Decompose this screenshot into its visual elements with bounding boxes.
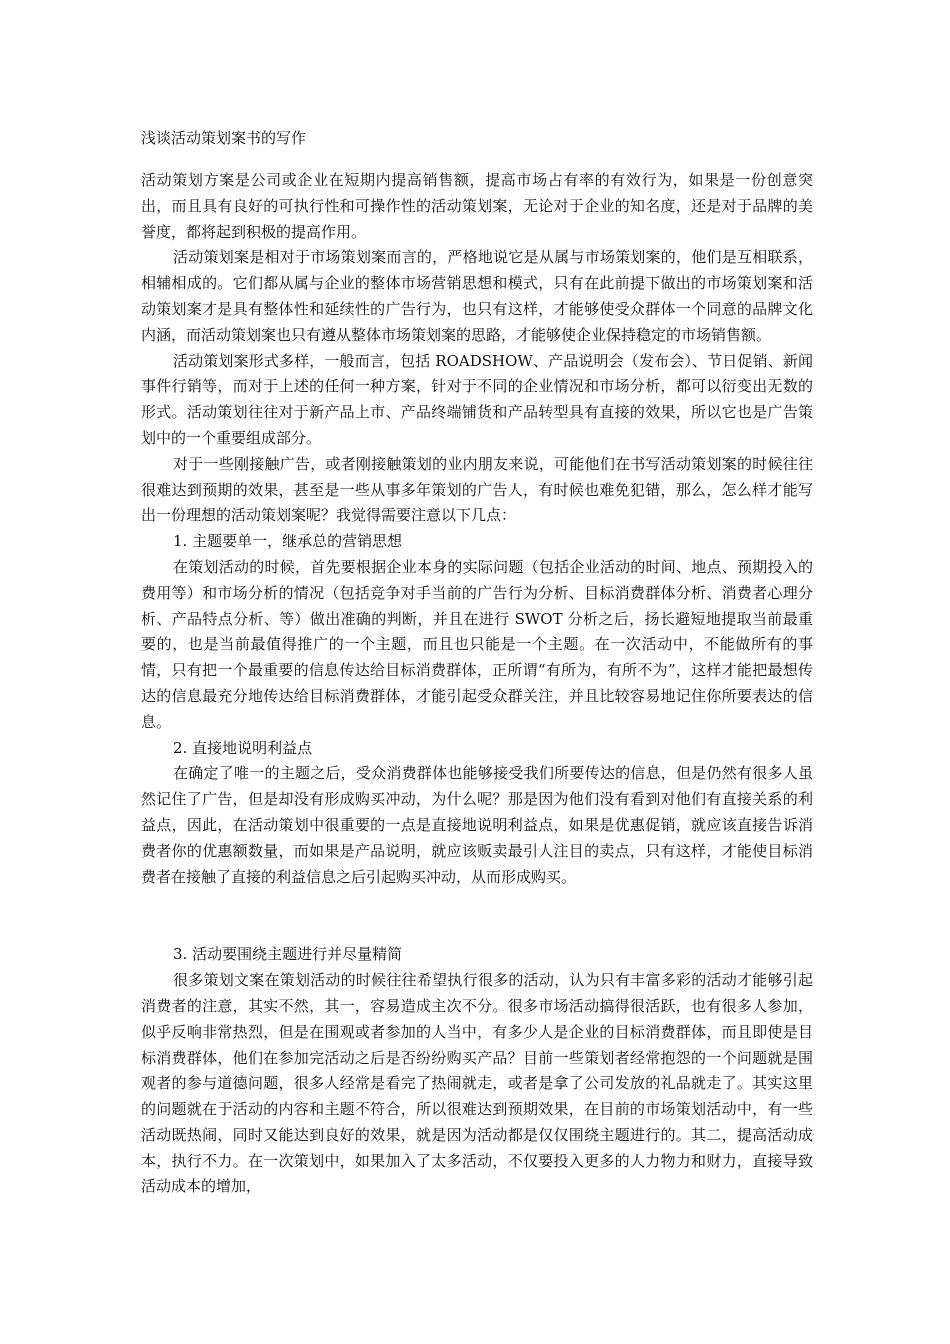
- section-paragraph: 在确定了唯一的主题之后，受众消费群体也能够接受我们所要传达的信息，但是仍然有很多人虽然记住了广告，但是却没有形成购买冲动，为什么呢？那是因为他们没有看到对他们有直接关系的利益点，因此，在活动策划中很重要的一点是直接地说明利益点，如果是优惠促销，就应该直接告诉消费者你的优惠额数量，而如果是产品说明，就应该贩卖最引人注目的卖点，只有这样，才能使目标消费者在接触了直接的利益信息之后引起购买冲动，从而形成购买。: [141, 764, 813, 886]
- body-paragraph: 对于一些刚接触广告，或者刚接触策划的业内朋友来说，可能他们在书写活动策划案的时候往往很难达到预期的效果，甚至是一些从事多年策划的广告人，有时候也难免犯错，那么，怎么样才能写出一份理想的活动策划案呢？我觉得需要注意以下几点：: [141, 454, 813, 525]
- section-paragraph: 很多策划文案在策划活动的时候往往希望执行很多的活动，认为只有丰富多彩的活动才能够引起消费者的注意，其实不然，其一，容易造成主次不分。很多市场活动搞得很活跃，也有很多人参加，似乎反响非常热烈，但是在围观或者参加的人当中，有多少人是企业的目标消费群体，而且即使是目标消费群体，他们在参加完活动之后是否纷纷购买产品？目前一些策划者经常抱怨的一个问题就是围观者的参与道德问题，很多人经常是看完了热闹就走，或者是拿了公司发放的礼品就走了。其实这里的问题就在于活动的内容和主题不符合，所以很难达到预期效果，在目前的市场策划活动中，有一些活动既热闹，同时又能达到良好的效果，就是因为活动都是仅仅围绕主题进行的。其二，提高活动成本，执行不力。在一次策划中，如果加入了太多活动，不仅要投入更多的人力物力和财力，直接导致活动成本的增加，: [141, 971, 813, 1196]
- section-spacer: [141, 890, 813, 942]
- intro-paragraph: 活动策划方案是公司或企业在短期内提高销售额，提高市场占有率的有效行为，如果是一份创意突出，而且具有良好的可执行性和可操作性的活动策划案，无论对于企业的知名度，还是对于品牌的美誉度，都将起到积极的提高作用。: [141, 171, 813, 241]
- document-title: 浅谈活动策划案书的写作: [141, 129, 307, 147]
- body-paragraph: 活动策划案形式多样，一般而言，包括 ROADSHOW、产品说明会（发布会）、节日促销、新闻事件行销等，而对于上述的任何一种方案，针对于不同的企业情况和市场分析，都可以衍变出无数的形式。活动策划往往对于新产品上市、产品终端铺货和产品转型具有直接的效果，所以它也是广告策划中的一个重要组成部分。: [141, 351, 813, 447]
- document-body: [141, 168, 813, 1200]
- section-heading: 3. 活动要围绕主题进行并尽量精简: [173, 945, 403, 964]
- section-heading: 2. 直接地说明利益点: [173, 738, 313, 757]
- section-paragraph: 在策划活动的时候，首先要根据企业本身的实际问题（包括企业活动的时间、地点、预期投入的费用等）和市场分析的情况（包括竞争对手当前的广告行为分析、目标消费群体分析、消费者心理分析、产品特点分析、等）做出准确的判断，并且在进行 SWOT 分析之后，扬长避短地提取当前最重要的，也是当前最值得推广的一个主题，而且也只能是一个主题。在一次活动中，不能做所有的事情，只有把一个最重要的信息传达给目标消费群体，正所谓“有所为，有所不为”，这样才能把最想传达的信息最充分地传达给目标消费群体，才能引起受众群关注，并且比较容易地记住你所要表达的信息。: [141, 557, 813, 731]
- body-paragraph: 活动策划案是相对于市场策划案而言的，严格地说它是从属与市场策划案的，他们是互相联系，相辅相成的。它们都从属与企业的整体市场营销思想和模式，只有在此前提下做出的市场策划案和活动策划案才是具有整体性和延续性的广告行为，也只有这样，才能够使受众群体一个同意的品牌文化内涵，而活动策划案也只有遵从整体市场策划案的思路，才能够使企业保持稳定的市场销售额。: [141, 248, 813, 344]
- section-heading: 1. 主题要单一，继承总的营销思想: [173, 532, 403, 551]
